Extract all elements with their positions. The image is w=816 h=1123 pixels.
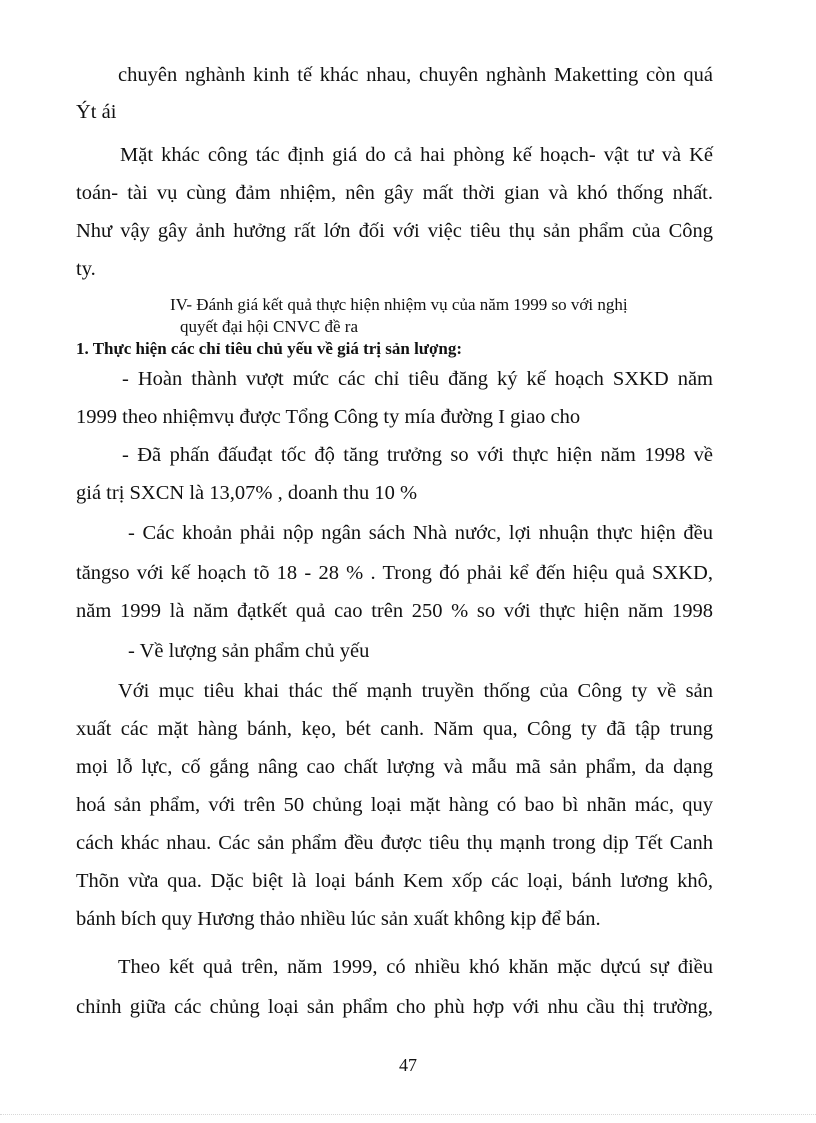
page-bottom-border xyxy=(0,1114,816,1115)
body-line: Ýt ái xyxy=(76,101,117,123)
body-line: Thõn vừa qua. Dặc biệt là loại bánh Kem xốp các loại, bánh lương khô, xyxy=(76,870,713,892)
body-line: tăngso với kế hoạch tõ 18 - 28 % . Trong đó phải kể đến hiệu quả SXKD, xyxy=(76,562,713,584)
body-line: giá trị SXCN là 13,07% , doanh thu 10 % xyxy=(76,482,418,504)
body-line: Mặt khác công tác định giá do cả hai phòng kế hoạch- vật tư và Kế xyxy=(120,144,713,166)
body-line: ty. xyxy=(76,258,96,280)
page-number: 47 xyxy=(399,1055,417,1075)
body-line: Với mục tiêu khai thác thế mạnh truyền thống của Công ty về sản xyxy=(118,680,713,702)
body-line: bánh bích quy Hương thảo nhiều lúc sản xuất không kịp để bán. xyxy=(76,908,601,930)
body-line: - Đã phấn đấuđạt tốc độ tăng trưởng so với thực hiện năm 1998 về xyxy=(122,444,713,466)
body-line: cách khác nhau. Các sản phẩm đều được tiêu thụ mạnh trong dịp Tết Canh xyxy=(76,832,713,854)
body-line: chỉnh giữa các chủng loại sản phẩm cho phù hợp với nhu cầu thị trường, xyxy=(76,996,713,1018)
body-line: - Về lượng sản phẩm chủ yếu xyxy=(128,640,370,662)
body-line: hoá sản phẩm, với trên 50 chủng loại mặt hàng có bao bì nhãn mác, quy xyxy=(76,794,713,816)
body-line: - Hoàn thành vượt mức các chỉ tiêu đăng ký kế hoạch SXKD năm xyxy=(122,368,713,390)
subsection-heading: 1. Thực hiện các chỉ tiêu chủ yếu về giá trị sản lượng: xyxy=(76,339,463,358)
body-line: - Các khoản phải nộp ngân sách Nhà nước, lợi nhuận thực hiện đều xyxy=(128,522,713,544)
body-line: chuyên nghành kinh tế khác nhau, chuyên nghành Maketting còn quá xyxy=(118,64,713,86)
body-line: năm 1999 là năm đạtkết quả cao trên 250 % so với thực hiện năm 1998 xyxy=(76,600,713,622)
body-line: xuất các mặt hàng bánh, kẹo, bét canh. Năm qua, Công ty đã tập trung xyxy=(76,718,713,740)
section-heading: quyết đại hội CNVC đề ra xyxy=(180,317,358,336)
body-line: Theo kết quả trên, năm 1999, có nhiều khó khăn mặc dựcú sự điều xyxy=(118,956,713,978)
body-line: Như vậy gây ảnh hưởng rất lớn đối với việc tiêu thụ sản phẩm của Công xyxy=(76,220,713,242)
body-line: 1999 theo nhiệmvụ được Tổng Công ty mía đường I giao cho xyxy=(76,406,581,428)
body-line: mọi lỗ lực, cố gắng nâng cao chất lượng và mẫu mã sản phẩm, da dạng xyxy=(76,756,713,778)
section-heading: IV- Đánh giá kết quả thực hiện nhiệm vụ của năm 1999 so với nghị xyxy=(170,295,628,314)
body-line: toán- tài vụ cùng đảm nhiệm, nên gây mất thời gian và khó thống nhất. xyxy=(76,182,713,204)
